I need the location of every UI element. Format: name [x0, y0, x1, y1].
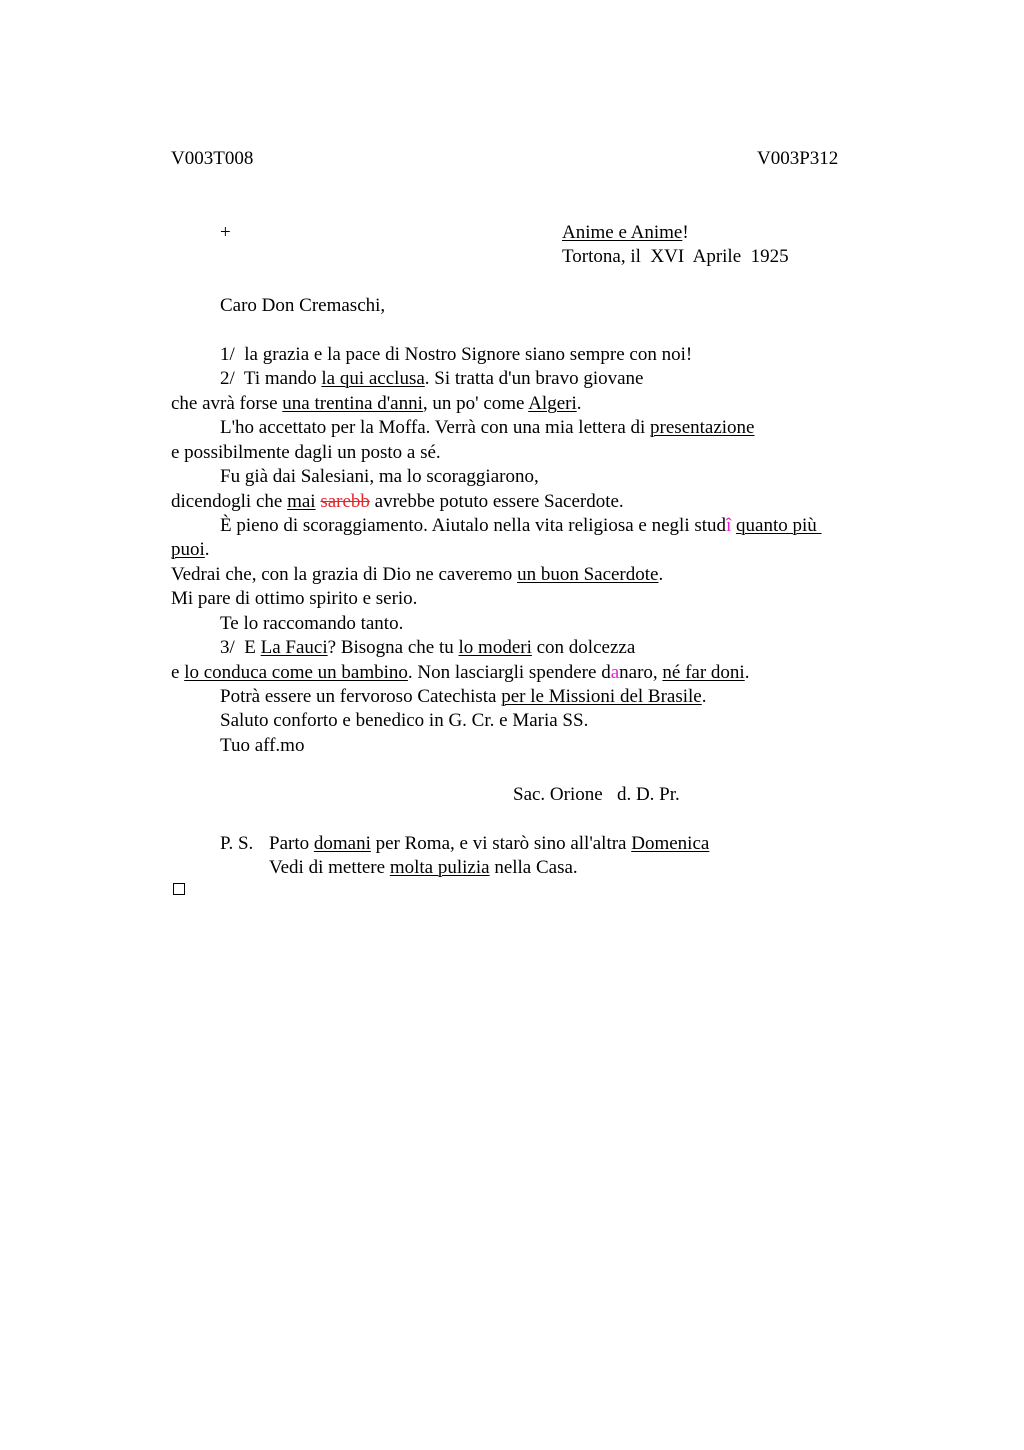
header-left-code: V003T008: [171, 148, 254, 169]
correction-mark: a: [610, 662, 620, 683]
salutation: Caro Don Cremaschi,: [220, 295, 386, 316]
postscript-line-1: Parto domani per Roma, e vi starò sino all'altra Domenica: [269, 833, 710, 854]
deleted-word: sarebb: [320, 491, 370, 512]
body-line-8: È pieno di scoraggiamento. Aiutalo nella vita religiosa e negli studî quanto più: [220, 515, 822, 536]
correction-mark: î: [726, 515, 732, 536]
closing: Tuo aff.mo: [220, 735, 305, 756]
body-line-12: Te lo raccomando tanto.: [220, 613, 404, 634]
body-line-16: Saluto conforto e benedico in G. Cr. e Maria SS.: [220, 710, 589, 731]
body-line-5: e possibilmente dagli un posto a sé.: [171, 442, 441, 463]
body-line-9: puoi.: [171, 539, 210, 560]
body-line-1: 1/ la grazia e la pace di Nostro Signore siano sempre con noi!: [220, 344, 693, 365]
body-line-4: L'ho accettato per la Moffa. Verrà con una mia lettera di presentazione: [220, 417, 755, 438]
header-right-code: V003P312: [757, 148, 839, 169]
motto-punct: !: [682, 222, 689, 243]
body-line-7: dicendogli che mai sarebb avrebbe potuto essere Sacerdote.: [171, 491, 624, 512]
body-line-2: 2/ Ti mando la qui acclusa. Si tratta d'un bravo giovane: [220, 368, 644, 389]
end-square-icon: [173, 883, 185, 895]
motto: [562, 223, 689, 242]
body-line-11: Mi pare di ottimo spirito e serio.: [171, 588, 418, 609]
body-line-10: Vedrai che, con la grazia di Dio ne caveremo un buon Sacerdote.: [171, 564, 664, 585]
body-line-14: e lo conduca come un bambino. Non lasciargli spendere danaro, né far doni.: [171, 662, 750, 683]
cross-symbol: +: [220, 222, 231, 243]
body-line-13: 3/ E La Fauci? Bisogna che tu lo moderi con dolcezza: [220, 637, 636, 658]
postscript-line-2: Vedi di mettere molta pulizia nella Casa.: [269, 857, 578, 878]
signature: Sac. Orione d. D. Pr.: [513, 784, 680, 805]
place-date: Tortona, il XVI Aprile 1925: [562, 246, 789, 267]
body-line-6: Fu già dai Salesiani, ma lo scoraggiarono,: [220, 466, 539, 487]
postscript-label: P. S.: [220, 833, 254, 854]
motto-text: Anime e Anime: [562, 222, 683, 243]
body-line-3: che avrà forse una trentina d'anni, un po' come Algeri.: [171, 393, 582, 414]
body-line-15: Potrà essere un fervoroso Catechista per le Missioni del Brasile.: [220, 686, 707, 707]
